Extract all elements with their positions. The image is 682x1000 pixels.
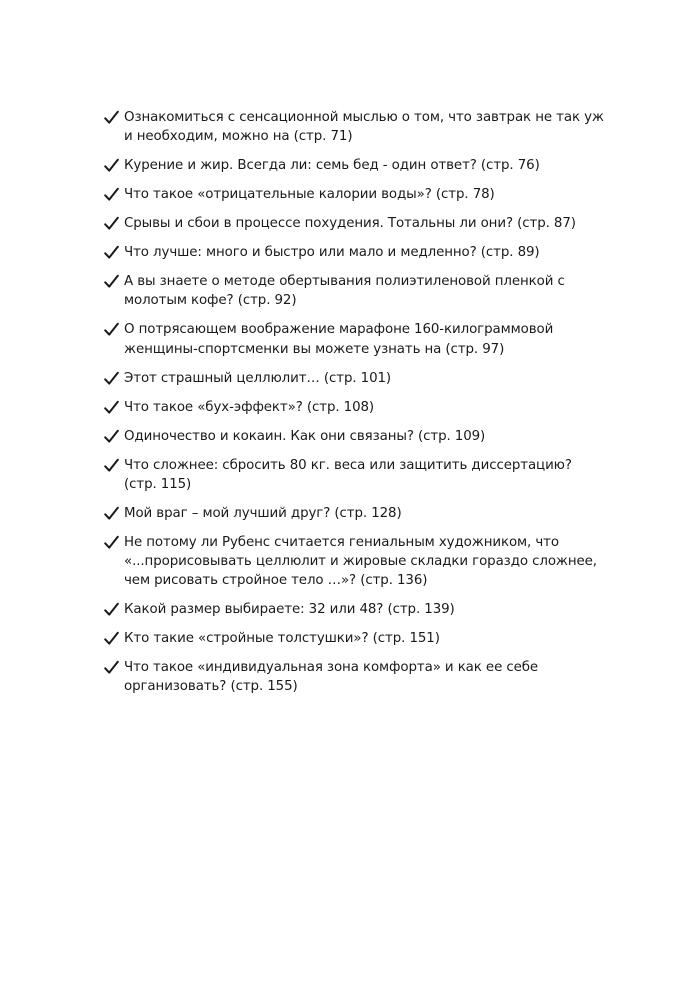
list-item [104,185,604,204]
item-text: Ознакомиться с сенсационной мыслью о том, что завтрак не так уж и необходим, можно на (стр. 71) [124,110,604,145]
item-text: Срывы и сбои в процессе похудения. Тотальны ли они? (стр. 87) [124,216,576,232]
item-text: Мой враг – мой лучший друг? (стр. 128) [124,505,402,521]
item-text: Курение и жир. Всегда ли: семь бед - один ответ? (стр. 76) [124,158,540,174]
checkmark-icon [104,535,119,550]
checkmark-icon [104,216,119,231]
teaser-checklist [104,108,604,706]
checkmark-icon [104,660,119,675]
list-item [104,369,604,388]
checkmark-icon [104,158,119,173]
checkmark-icon [104,602,119,617]
list-item [104,108,604,146]
checkmark-icon [104,429,119,444]
list-item [104,398,604,417]
list-item [104,272,604,310]
checkmark-icon [104,371,119,386]
checkmark-icon [104,506,119,521]
checkmark-icon [104,245,119,260]
item-text: О потрясающем воображение марафоне 160-килограммовой женщины-спортсменки вы можете узнать на (стр. 97) [124,322,554,357]
list-item [104,156,604,175]
list-item [104,243,604,262]
checkmark-icon [104,110,119,125]
list-item [104,214,604,233]
item-text: Что лучше: много и быстро или мало и медленно? (стр. 89) [124,245,540,261]
checkmark-icon [104,322,119,337]
list-item [104,533,604,591]
checkmark-icon [104,458,119,473]
checkmark-icon [104,400,119,415]
list-item [104,629,604,648]
item-text: Какой размер выбираете: 32 или 48? (стр. 139) [124,602,455,618]
item-text: Что сложнее: сбросить 80 кг. веса или защитить диссертацию? (стр. 115) [124,457,572,492]
checkmark-icon [104,187,119,202]
item-text: Что такое «бух-эффект»? (стр. 108) [124,399,375,415]
item-text: Что такое «индивидуальная зона комфорта» и как ее себе организовать? (стр. 155) [124,660,539,695]
item-text: А вы знаете о методе обертывания полиэтиленовой пленкой с молотым кофе? (стр. 92) [124,274,565,309]
list-item [104,600,604,619]
list-item [104,658,604,696]
item-text: Не потому ли Рубенс считается гениальным художником, что «...прорисовывать целлюлит и жировые складки гораздо сложнее, чем рисовать стройное тело …»? (стр. 136) [124,534,597,589]
checkmark-icon [104,274,119,289]
list-item [104,456,604,494]
list-item [104,320,604,358]
item-text: Что такое «отрицательные калории воды»? (стр. 78) [124,187,495,203]
list-item [104,504,604,523]
item-text: Кто такие «стройные толстушки»? (стр. 151) [124,631,440,647]
checkmark-icon [104,631,119,646]
item-text: Одиночество и кокаин. Как они связаны? (стр. 109) [124,428,486,444]
list-item [104,427,604,446]
item-text: Этот страшный целлюлит… (стр. 101) [124,370,392,386]
